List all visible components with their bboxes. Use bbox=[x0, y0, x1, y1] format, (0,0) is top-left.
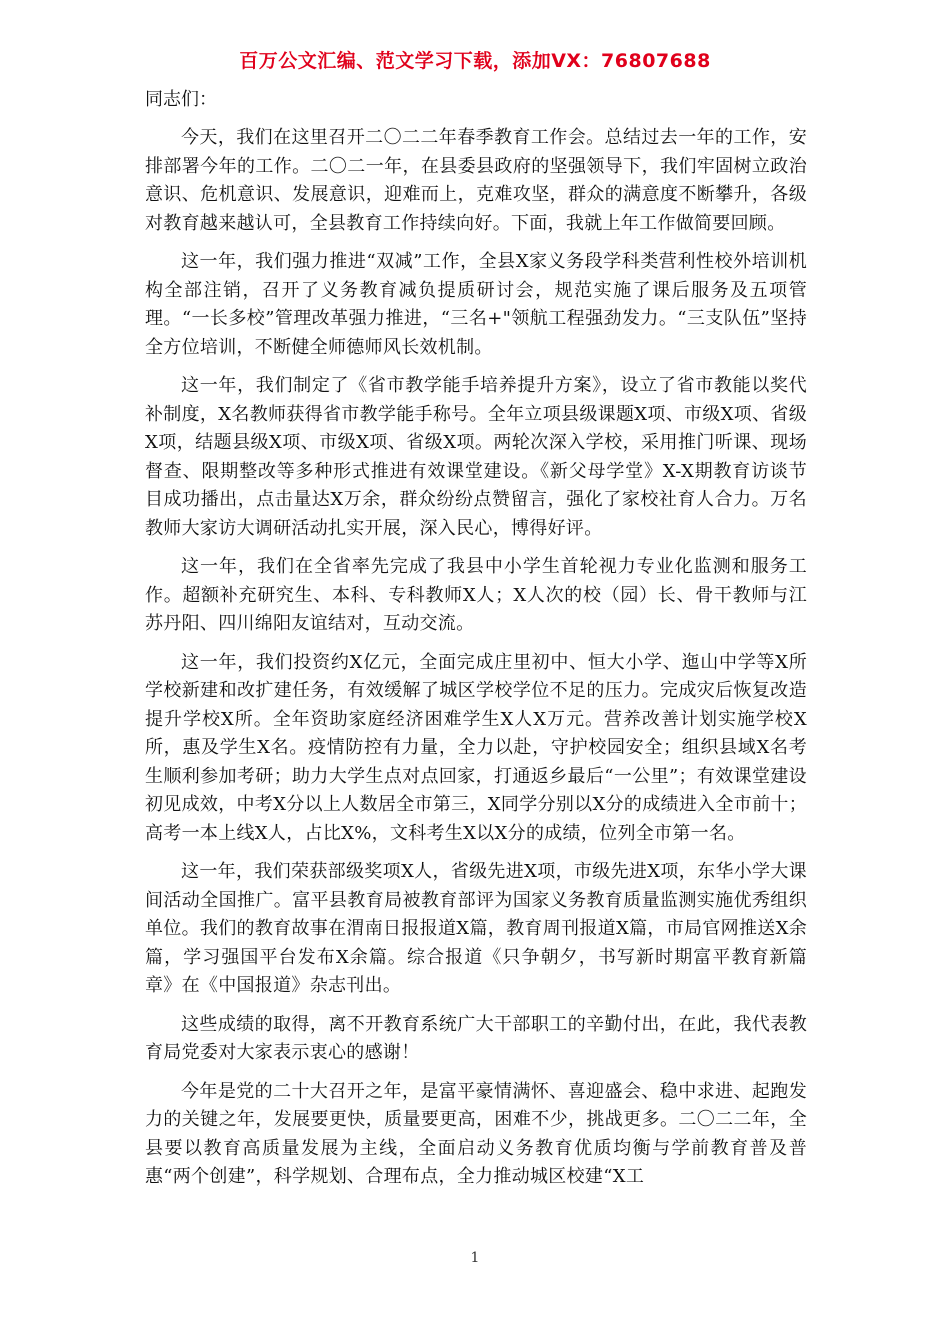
paragraph-intro: 今天，我们在这里召开二〇二二年春季教育工作会。总结过去一年的工作，安排部署今年的工作。二〇二一年，在县委县政府的坚强领导下，我们牢固树立政治意识、危机意识、发展意识，迎难而上，克难攻坚，群众的满意度不断攀升，各级对教育越来越认可，全县教育工作持续向好。下面，我就上年工作做简要回顾。 bbox=[145, 127, 807, 234]
greeting: 同志们： bbox=[145, 89, 217, 110]
document-body bbox=[145, 86, 807, 1202]
paragraph-thanks: 这些成绩的取得，离不开教育系统广大干部职工的辛勤付出，在此，我代表教育局党委对大家表示衷心的感谢！ bbox=[145, 1013, 807, 1063]
paragraph-double-reduction: 这一年，我们强力推进“双减”工作，全县X家义务段学科类营利性校外培训机构全部注销，召开了义务教育减负提质研讨会，规范实施了课后服务及五项管理。“一长多校”管理改革强力推进，“三名+"领航工程强劲发力。“三支队伍”坚持全方位培训，不断健全师德师风长效机制。 bbox=[145, 251, 807, 358]
paragraph-vision-screening: 这一年，我们在全省率先完成了我县中小学生首轮视力专业化监测和服务工作。超额补充研究生、本科、专科教师X人；X人次的校（园）长、骨干教师与江苏丹阳、四川绵阳友谊结对，互动交流。 bbox=[145, 556, 807, 634]
paragraph-awards: 这一年，我们荣获部级奖项X人，省级先进X项，市级先进X项，东华小学大课间活动全国推广。富平县教育局被教育部评为国家义务教育质量监测实施优秀组织单位。我们的教育故事在渭南日报报道X篇，教育周刊报道X篇，市局官网推送X余篇，学习强国平台发布X余篇。综合报道《只争朝夕，书写新时期富平教育新篇章》在《中国报道》杂志刊出。 bbox=[145, 861, 807, 996]
paragraph-teaching: 这一年，我们制定了《省市教学能手培养提升方案》，设立了省市教能以奖代补制度，X名教师获得省市教学能手称号。全年立项县级课题X项、市级X项、省级X项，结题县级X项、市级X项、省级X项。两轮次深入学校，采用推门听课、现场督查、限期整改等多种形式推进有效课堂建设。《新父母学堂》X-X期教育访谈节目成功播出，点击量达X万余，群众纷纷点赞留言，强化了家校社育人合力。万名教师大家访大调研活动扎实开展，深入民心，博得好评。 bbox=[145, 375, 807, 539]
paragraph-this-year: 今年是党的二十大召开之年，是富平豪情满怀、喜迎盛会、稳中求进、起跑发力的关键之年，发展要更快，质量要更高，困难不少，挑战更多。二〇二二年，全县要以教育高质量发展为主线，全面启动义务教育优质均衡与学前教育普及普惠“两个创建”，科学规划、合理布点，全力推动城区校建“X工 bbox=[145, 1080, 807, 1187]
download-banner: 百万公文汇编、范文学习下载，添加VX：76807688 bbox=[239, 50, 711, 72]
paragraph-investment: 这一年，我们投资约X亿元，全面完成庄里初中、恒大小学、迤山中学等X所学校新建和改扩建任务，有效缓解了城区学校学位不足的压力。完成灾后恢复改造提升学校X所。全年资助家庭经济困难学生X人X万元。营养改善计划实施学校X所，惠及学生X名。疫情防控有力量，全力以赴，守护校园安全；组织县域X名考生顺利参加考研；助力大学生点对点回家，打通返乡最后“一公里”；有效课堂建设初见成效，中考X分以上人数居全市第三，X同学分别以X分的成绩进入全市前十；高考一本上线X人，占比X%，文科考生X以X分的成绩，位列全市第一名。 bbox=[145, 651, 807, 844]
page-number: 1 bbox=[470, 1250, 480, 1266]
